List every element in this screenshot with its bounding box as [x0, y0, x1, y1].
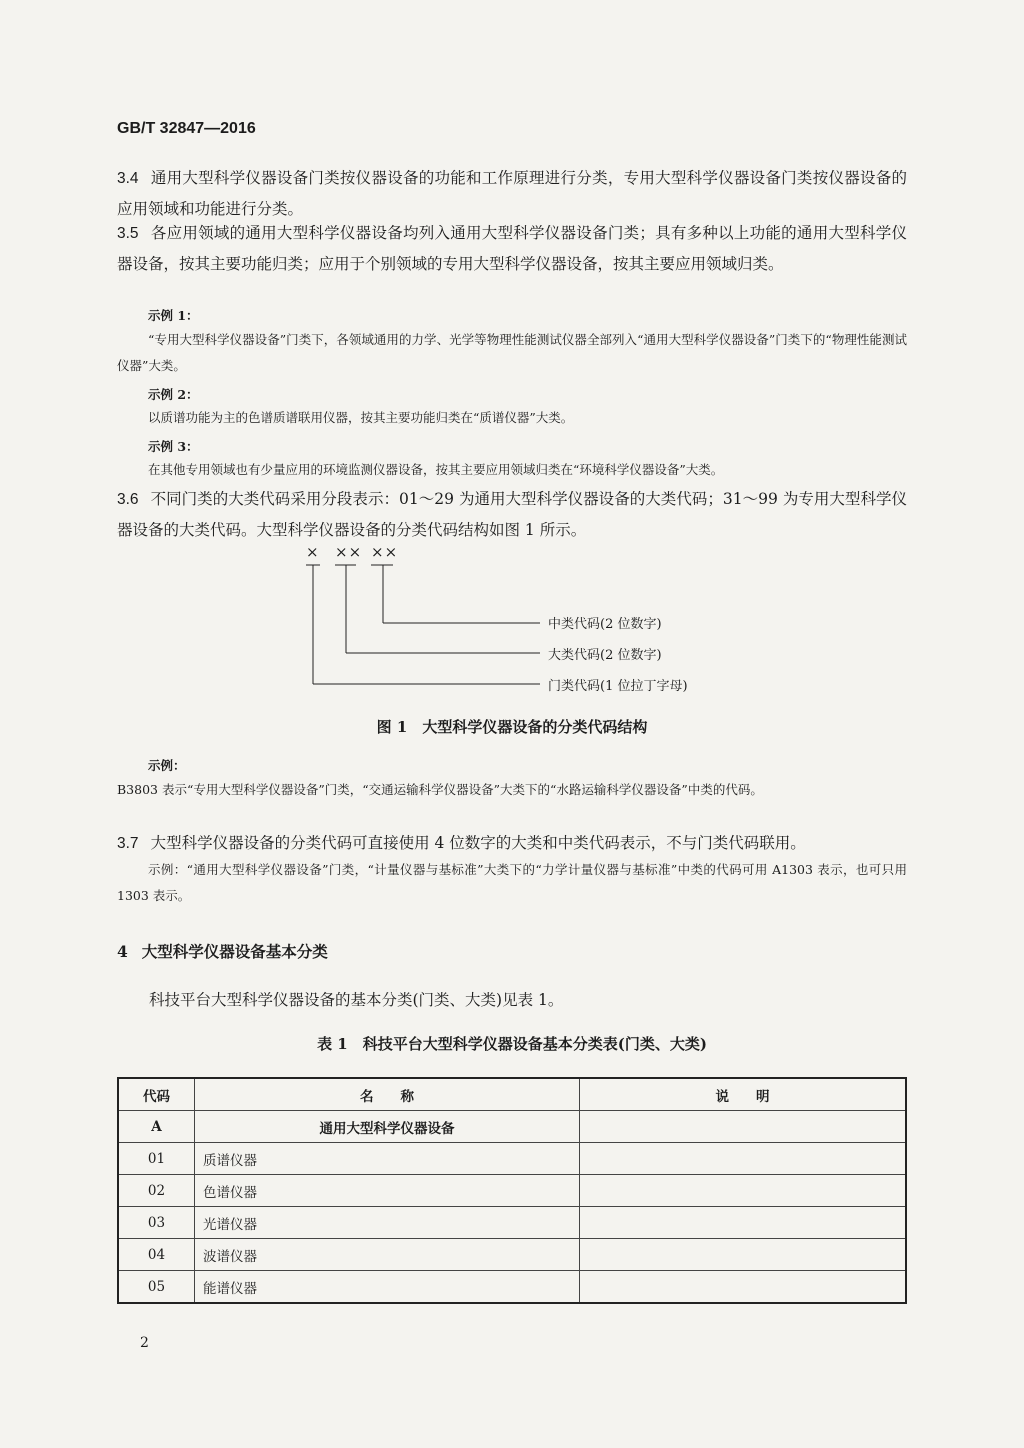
example-3-label: 示例 3： [148, 439, 199, 454]
section-title: 大型科学仪器设备基本分类 [141, 942, 328, 961]
example-1-label: 示例 1： [148, 308, 199, 323]
classification-table [117, 1077, 907, 1304]
mark-zhonglei: ×× [371, 543, 399, 561]
cell-note [580, 1175, 907, 1207]
clause-3-6 [117, 484, 907, 545]
section-number: 4 [117, 942, 128, 961]
cell-name: 色谱仪器 [195, 1175, 580, 1207]
page-number: 2 [140, 1335, 149, 1351]
standard-id: GB/T 32847—2016 [117, 120, 256, 137]
clause-text: 大型科学仪器设备的分类代码可直接使用 4 位数字的大类和中类代码表示，不与门类代码联用。 [150, 834, 806, 852]
example-2-label: 示例 2： [148, 387, 199, 402]
clause-number: 3.7 [117, 835, 139, 852]
clause-3-7 [117, 828, 907, 859]
example-3-text: 在其他专用领域也有少量应用的环境监测仪器设备，按其主要应用领域归类在“环境科学仪器设备”大类。 [148, 462, 724, 477]
clause-text: 各应用领域的通用大型科学仪器设备均列入通用大型科学仪器设备门类；具有多种以上功能的通用大型科学仪器设备，按其主要功能归类；应用于个别领域的专用大型科学仪器设备，按其主要应用领域归类。 [117, 224, 907, 273]
clause-number: 3.5 [117, 225, 139, 242]
table-row [118, 1175, 906, 1207]
clause-number: 3.4 [117, 170, 139, 187]
table-row [118, 1271, 906, 1304]
clause-3-4 [117, 163, 907, 224]
cell-name: 波谱仪器 [195, 1239, 580, 1271]
cell-note [580, 1239, 907, 1271]
clause-3-5 [117, 218, 907, 279]
code-structure-diagram [0, 540, 1024, 700]
section-4-heading [117, 940, 328, 962]
figure-1-caption: 图 1 大型科学仪器设备的分类代码结构 [376, 718, 648, 736]
header-code: 代码 [118, 1078, 195, 1111]
cell-note [580, 1111, 907, 1143]
cell-code: 04 [118, 1239, 195, 1271]
cell-note [580, 1271, 907, 1304]
cell-code: A [118, 1111, 195, 1143]
cell-code: 01 [118, 1143, 195, 1175]
example-1-text: “专用大型科学仪器设备”门类下，各领域通用的力学、光学等物理性能测试仪器全部列入“通用大型科学仪器设备”门类下的“物理性能测试仪器”大类。 [117, 332, 907, 373]
header-note: 说 明 [580, 1078, 907, 1111]
clause-text: 不同门类的大类代码采用分段表示：01～29 为通用大型科学仪器设备的大类代码；31～99 为专用大型科学仪器设备的大类代码。大型科学仪器设备的分类代码结构如图 1 所示。 [117, 490, 907, 539]
cell-name: 光谱仪器 [195, 1207, 580, 1239]
mark-dalei: ×× [335, 543, 363, 561]
cell-code: 03 [118, 1207, 195, 1239]
table-row [118, 1143, 906, 1175]
clause-number: 3.6 [117, 491, 139, 508]
cell-name: 能谱仪器 [195, 1271, 580, 1304]
label-dalei-code: 大类代码(2 位数字) [548, 648, 662, 663]
label-zhonglei-code: 中类代码(2 位数字) [548, 617, 662, 632]
example-2-text: 以质谱功能为主的色谱质谱联用仪器，按其主要功能归类在“质谱仪器”大类。 [148, 410, 574, 425]
cell-note [580, 1207, 907, 1239]
section-4-intro: 科技平台大型科学仪器设备的基本分类(门类、大类)见表 1。 [149, 991, 564, 1009]
table-row [118, 1207, 906, 1239]
label-menlei-code: 门类代码(1 位拉丁字母) [548, 679, 688, 694]
cell-code: 02 [118, 1175, 195, 1207]
figure-1 [0, 540, 1024, 700]
example-4-text: B3803 表示“专用大型科学仪器设备”门类，“交通运输科学仪器设备”大类下的“水路运输科学仪器设备”中类的代码。 [117, 782, 763, 797]
cell-note [580, 1143, 907, 1175]
header-name: 名 称 [195, 1078, 580, 1111]
table-header-row [118, 1078, 906, 1111]
cell-name: 通用大型科学仪器设备 [195, 1111, 580, 1143]
clause-text: 通用大型科学仪器设备门类按仪器设备的功能和工作原理进行分类，专用大型科学仪器设备门类按仪器设备的应用领域和功能进行分类。 [117, 169, 907, 218]
clause-3-7-example: 示例：“通用大型科学仪器设备”门类，“计量仪器与基标准”大类下的“力学计量仪器与基标准”中类的代码可用 A1303 表示，也可只用 1303 表示。 [117, 862, 907, 903]
cell-name: 质谱仪器 [195, 1143, 580, 1175]
cell-code: 05 [118, 1271, 195, 1304]
mark-menlei: × [306, 543, 320, 561]
table-row [118, 1111, 906, 1143]
table-row [118, 1239, 906, 1271]
example-4-label: 示例： [148, 758, 186, 773]
table-1-caption: 表 1 科技平台大型科学仪器设备基本分类表(门类、大类) [317, 1035, 707, 1053]
